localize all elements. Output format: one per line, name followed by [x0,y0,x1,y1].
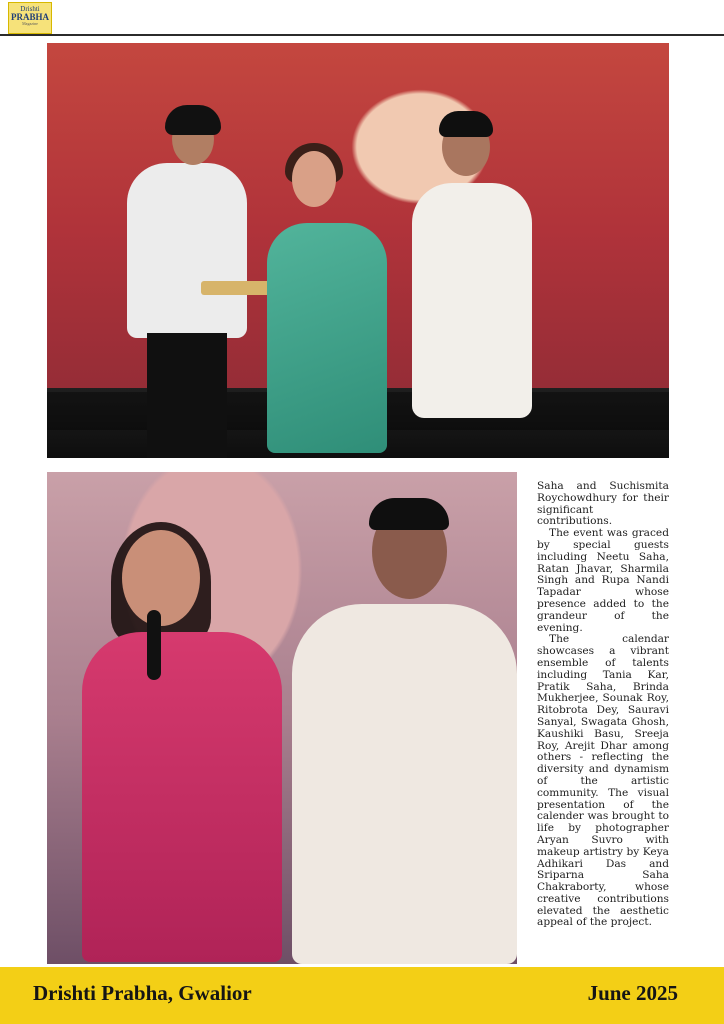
event-photo-stage [47,43,669,458]
woman-green-sari-figure [267,223,387,453]
footer-publication: Drishti Prabha, Gwalior [33,981,252,1005]
article-paragraph-3: The calendar showcases a vibrant ensemble of talents including Tania Kar, Pratik Saha, Brinda Mukherjee, Sounak Roy, Ritobrota Dey, Sauravi Sanyal, Swagata Ghosh, Kaushiki Basu, Sreeja Roy, Arejit Dhar among others - reflecting the diversity and dynamism of the artistic community. The visual presentation of the calender was brought to life by photographer Aryan Suvro with makeup artistry by Keya Adhikari Das and Sriparna Saha Chakraborty, whose creative contributions elevated the aesthetic appeal of the project. [537,633,669,929]
host-hair-2 [369,498,449,530]
host-hair [439,111,493,137]
event-photo-speakers [47,472,517,964]
speaker-head [122,530,200,626]
host-white-kaftan-figure [292,604,517,964]
logo-sub-text: Magazine [22,21,38,26]
speaker-pink-sari-figure [82,632,282,962]
page-footer [0,967,724,1024]
header-rule [0,34,724,36]
footer-issue-date: June 2025 [587,981,678,1005]
man-hair [165,105,221,135]
man-pants [147,333,227,458]
article-text-column [537,481,669,929]
logo-top-text: Drishti [20,5,40,13]
host-white-outfit-figure [412,183,532,418]
man-figure [127,163,247,338]
woman-head [292,151,336,207]
microphone-icon [147,610,161,680]
article-paragraph-1: Saha and Suchismita Roychowdhury for their significant contributions. [537,480,669,528]
magazine-logo [8,2,52,34]
logo-main-text: PRABHA [11,12,49,22]
article-paragraph-2: The event was graced by special guests including Neetu Saha, Ratan Jhavar, Sharmila Singh and Rupa Nandi Tapadar whose presence added to the grandeur of the evening. [537,527,669,634]
